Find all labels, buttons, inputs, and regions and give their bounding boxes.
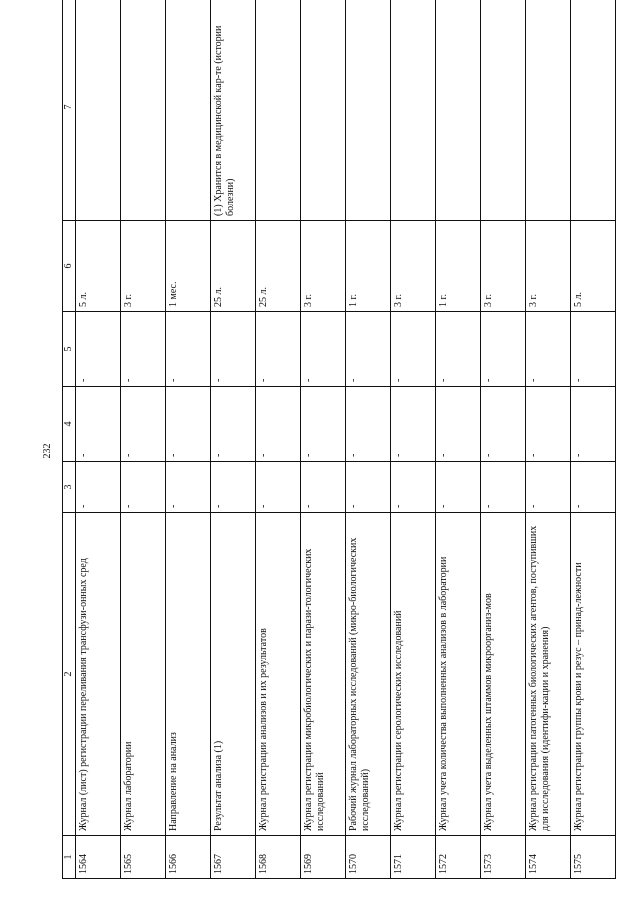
record-title: Журнал регистрации микробиологических и парази-тологических исследований bbox=[301, 513, 346, 836]
table-row bbox=[256, 0, 301, 879]
table-header-row bbox=[63, 0, 76, 879]
col3-value: - bbox=[211, 462, 256, 513]
col5-value: - bbox=[121, 312, 166, 387]
record-number: 1574 bbox=[526, 836, 571, 879]
record-title: Журнал лаборатории bbox=[121, 513, 166, 836]
record-title: Журнал (лист) регистрации переливания трансфузи-онных сред bbox=[76, 513, 121, 836]
notes bbox=[391, 0, 436, 221]
retention-period: 5 л. bbox=[76, 221, 121, 312]
notes bbox=[481, 0, 526, 221]
table-body bbox=[76, 0, 616, 879]
retention-period: 1 г. bbox=[346, 221, 391, 312]
notes bbox=[301, 0, 346, 221]
record-number: 1575 bbox=[571, 836, 616, 879]
record-number: 1569 bbox=[301, 836, 346, 879]
col4-value: - bbox=[301, 387, 346, 462]
record-number: 1567 bbox=[211, 836, 256, 879]
record-number: 1565 bbox=[121, 836, 166, 879]
col3-value: - bbox=[571, 462, 616, 513]
retention-period: 3 г. bbox=[391, 221, 436, 312]
record-number: 1572 bbox=[436, 836, 481, 879]
retention-period: 3 г. bbox=[481, 221, 526, 312]
col4-value: - bbox=[391, 387, 436, 462]
record-number: 1566 bbox=[166, 836, 211, 879]
col5-value: - bbox=[211, 312, 256, 387]
record-number: 1568 bbox=[256, 836, 301, 879]
col5-value: - bbox=[346, 312, 391, 387]
table-row bbox=[526, 0, 571, 879]
col3-value: - bbox=[76, 462, 121, 513]
notes bbox=[256, 0, 301, 221]
retention-period: 1 г. bbox=[436, 221, 481, 312]
record-number: 1571 bbox=[391, 836, 436, 879]
col3-value: - bbox=[346, 462, 391, 513]
table-row bbox=[571, 0, 616, 879]
table-row bbox=[436, 0, 481, 879]
col4-value: - bbox=[76, 387, 121, 462]
notes bbox=[76, 0, 121, 221]
header-col-4: 4 bbox=[63, 387, 76, 462]
col5-value: - bbox=[166, 312, 211, 387]
header-col-5: 5 bbox=[63, 312, 76, 387]
record-title: Журнал учета выделенных штаммов микроорганиз-мов bbox=[481, 513, 526, 836]
record-title: Рабочий журнал лабораторных исследований (микро-биологических исследований) bbox=[346, 513, 391, 836]
notes bbox=[121, 0, 166, 221]
retention-period: 25 л. bbox=[211, 221, 256, 312]
col4-value: - bbox=[346, 387, 391, 462]
table-row bbox=[301, 0, 346, 879]
record-title: Журнал учета количества выполненных анализов в лаборатории bbox=[436, 513, 481, 836]
table-row bbox=[121, 0, 166, 879]
col3-value: - bbox=[391, 462, 436, 513]
header-col-3: 3 bbox=[63, 462, 76, 513]
col4-value: - bbox=[166, 387, 211, 462]
record-number: 1564 bbox=[76, 836, 121, 879]
table-row bbox=[76, 0, 121, 879]
page-number: 232 bbox=[42, 443, 53, 459]
header-col-1: 1 bbox=[63, 836, 76, 879]
table-row bbox=[391, 0, 436, 879]
col5-value: - bbox=[391, 312, 436, 387]
col4-value: - bbox=[526, 387, 571, 462]
header-col-6: 6 bbox=[63, 221, 76, 312]
col3-value: - bbox=[481, 462, 526, 513]
col5-value: - bbox=[76, 312, 121, 387]
record-number: 1570 bbox=[346, 836, 391, 879]
record-title: Журнал регистрации группы крови и резус – принад-лежности bbox=[571, 513, 616, 836]
notes bbox=[571, 0, 616, 221]
col5-value: - bbox=[436, 312, 481, 387]
record-title: Журнал регистрации анализов и их результатов bbox=[256, 513, 301, 836]
notes bbox=[436, 0, 481, 221]
col3-value: - bbox=[256, 462, 301, 513]
header-col-2: 2 bbox=[63, 513, 76, 836]
retention-period: 25 л. bbox=[256, 221, 301, 312]
col3-value: - bbox=[301, 462, 346, 513]
record-title: Направление на анализ bbox=[166, 513, 211, 836]
col4-value: - bbox=[121, 387, 166, 462]
retention-period: 1 мес. bbox=[166, 221, 211, 312]
records-table bbox=[62, 0, 616, 879]
retention-period: 3 г. bbox=[526, 221, 571, 312]
col3-value: - bbox=[121, 462, 166, 513]
col4-value: - bbox=[436, 387, 481, 462]
record-number: 1573 bbox=[481, 836, 526, 879]
retention-period: 3 г. bbox=[301, 221, 346, 312]
table-row bbox=[346, 0, 391, 879]
col5-value: - bbox=[481, 312, 526, 387]
col4-value: - bbox=[211, 387, 256, 462]
col5-value: - bbox=[571, 312, 616, 387]
col3-value: - bbox=[526, 462, 571, 513]
col5-value: - bbox=[301, 312, 346, 387]
table-row bbox=[481, 0, 526, 879]
notes: (1) Хранится в медицинской кар-те (истории болезни) bbox=[211, 0, 256, 221]
table-row bbox=[211, 0, 256, 879]
table-row bbox=[166, 0, 211, 879]
notes bbox=[346, 0, 391, 221]
col4-value: - bbox=[481, 387, 526, 462]
record-title: Журнал регистрации патогенных биологических агентов, поступивших для исследования (идентифи-кации и хранения) bbox=[526, 513, 571, 836]
col4-value: - bbox=[571, 387, 616, 462]
col5-value: - bbox=[256, 312, 301, 387]
col4-value: - bbox=[256, 387, 301, 462]
col3-value: - bbox=[436, 462, 481, 513]
rotated-table-container bbox=[62, 25, 606, 879]
col3-value: - bbox=[166, 462, 211, 513]
record-title: Результат анализа (1) bbox=[211, 513, 256, 836]
col5-value: - bbox=[526, 312, 571, 387]
retention-period: 3 г. bbox=[121, 221, 166, 312]
notes bbox=[526, 0, 571, 221]
header-col-7: 7 bbox=[63, 0, 76, 221]
notes bbox=[166, 0, 211, 221]
record-title: Журнал регистрации серологических исследований bbox=[391, 513, 436, 836]
retention-period: 5 л. bbox=[571, 221, 616, 312]
